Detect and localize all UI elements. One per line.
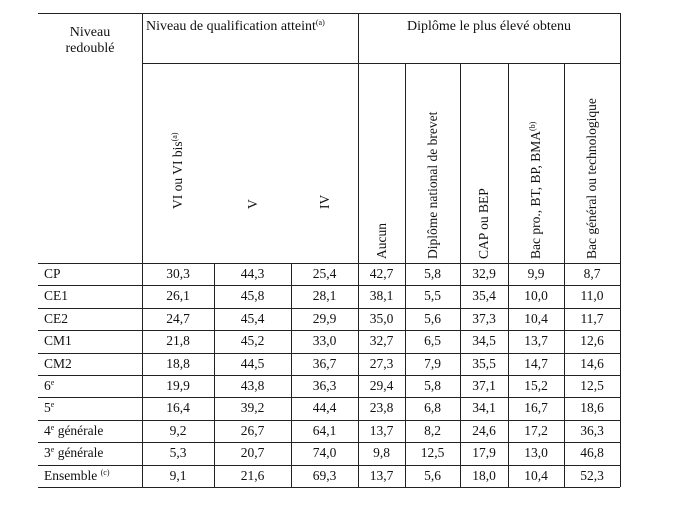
row-label-suffix: générale [54, 445, 104, 461]
table-cell [405, 423, 460, 439]
cell-value: 8,7 [583, 266, 601, 281]
group-label: Niveau de qualification atteint [146, 19, 316, 34]
cell-value: 35,4 [472, 288, 496, 304]
table-cell [358, 445, 405, 461]
qualification-group-header [146, 19, 325, 35]
row-label [44, 468, 110, 484]
table-cell [508, 423, 564, 439]
row-label [44, 378, 54, 394]
table-rule [38, 263, 620, 264]
table-cell [291, 311, 358, 327]
cell-value: 18,0 [472, 467, 496, 483]
table-cell [460, 266, 508, 282]
row-label [44, 356, 72, 372]
cell-value: 5,6 [424, 467, 441, 483]
cell-value: 13,7 [369, 422, 394, 438]
table-cell [142, 266, 214, 282]
column-label: Bac général ou technologique [584, 98, 599, 259]
table-cell [214, 288, 291, 304]
column-label: VI ou VI bis [170, 141, 185, 209]
table-cell [460, 468, 508, 484]
table-cell [291, 423, 358, 439]
cell-value: 6,8 [424, 400, 441, 416]
row-label-text: 4 [44, 422, 51, 438]
cell-value: 29,4 [369, 378, 394, 393]
row-label [44, 333, 72, 349]
table-rule [142, 63, 620, 64]
table-cell [405, 445, 460, 461]
table-cell [564, 423, 620, 439]
table-cell [214, 445, 291, 461]
table-cell [291, 333, 358, 349]
table-rule [38, 465, 620, 466]
table-cell [142, 333, 214, 349]
column-header [528, 122, 544, 259]
cell-value: 25,4 [312, 266, 337, 281]
table-cell [358, 378, 405, 394]
cell-value: 13,7 [369, 467, 394, 483]
table-rule [38, 353, 620, 354]
table-cell [214, 400, 291, 416]
table-cell [142, 445, 214, 461]
cell-value: 17,2 [524, 422, 548, 438]
niveau-redouble-header [38, 25, 142, 57]
cell-value: 5,6 [424, 310, 441, 326]
table-cell [508, 378, 564, 394]
header-line: Niveau [69, 25, 111, 40]
row-label-superscript: e [50, 422, 55, 432]
table-cell [142, 468, 214, 484]
column-label: IV [316, 194, 332, 209]
column-label: Diplôme national de brevet [424, 111, 440, 259]
cell-value: 7,9 [424, 355, 441, 371]
cell-value: 14,7 [524, 355, 548, 371]
column-header [584, 98, 600, 259]
table-cell [460, 378, 508, 394]
table-cell [291, 445, 358, 461]
table-cell [291, 400, 358, 416]
table-cell [214, 423, 291, 439]
cell-value: 11,7 [580, 310, 604, 326]
table-cell [460, 423, 508, 439]
cell-value: 29,9 [312, 310, 337, 326]
row-label-text: CE2 [44, 310, 69, 326]
cell-value: 20,7 [240, 445, 265, 461]
row-label-text: 3 [44, 445, 51, 461]
table-rule [38, 487, 620, 488]
cell-value: 18,6 [580, 400, 604, 416]
row-label-text: CE1 [44, 288, 69, 304]
row-label-text: Ensemble [44, 467, 101, 483]
table-cell [564, 400, 620, 416]
table-cell [564, 266, 620, 282]
cell-value: 6,5 [424, 333, 441, 349]
row-label [44, 445, 103, 461]
cell-value: 36,3 [580, 422, 604, 438]
row-label [44, 311, 68, 327]
table-cell [508, 266, 564, 282]
cell-value: 12,6 [580, 333, 604, 349]
table-rule [38, 420, 620, 421]
table-cell [142, 400, 214, 416]
column-header [317, 195, 333, 209]
header-line: redoublé [65, 41, 115, 56]
cell-value: 9,1 [169, 467, 187, 483]
cell-value: 36,7 [312, 355, 337, 371]
footnote-mark: (b) [528, 121, 537, 131]
footnote-mark: (a) [170, 132, 179, 142]
table-rule [38, 442, 620, 443]
table-cell [564, 445, 620, 461]
cell-value: 38,1 [369, 288, 394, 304]
table-cell [291, 288, 358, 304]
table-cell [460, 356, 508, 372]
table-cell [214, 311, 291, 327]
cell-value: 37,1 [472, 378, 496, 393]
cell-value: 39,2 [240, 400, 265, 416]
table-cell [460, 288, 508, 304]
cell-value: 24,6 [472, 422, 496, 438]
column-label: V [244, 199, 260, 209]
cell-value: 52,3 [580, 467, 604, 483]
table-cell [405, 468, 460, 484]
cell-value: 21,8 [166, 333, 190, 349]
table-rule [38, 13, 620, 14]
cell-value: 34,1 [472, 400, 496, 416]
table-cell [405, 400, 460, 416]
cell-value: 12,5 [580, 378, 604, 393]
cell-value: 13,0 [524, 445, 548, 461]
cell-value: 45,8 [240, 288, 265, 304]
cell-value: 34,5 [472, 333, 496, 349]
table-cell [142, 311, 214, 327]
cell-value: 74,0 [312, 445, 337, 461]
table-cell [214, 266, 291, 282]
table-cell [405, 333, 460, 349]
cell-value: 19,9 [166, 378, 190, 393]
column-label: CAP ou BEP [476, 188, 491, 259]
table-cell [405, 266, 460, 282]
cell-value: 16,7 [524, 400, 548, 416]
table-cell [508, 356, 564, 372]
table-rule [38, 397, 620, 398]
cell-value: 24,7 [166, 310, 190, 326]
column-label: Aucun [373, 223, 389, 259]
cell-value: 10,0 [524, 288, 548, 304]
table-cell [460, 333, 508, 349]
table-cell [358, 356, 405, 372]
cell-value: 9,9 [527, 266, 545, 281]
cell-value: 35,5 [472, 355, 496, 371]
cell-value: 32,7 [369, 333, 394, 349]
cell-value: 26,1 [166, 288, 190, 304]
table-cell [214, 378, 291, 394]
table-cell [564, 333, 620, 349]
row-label-text: CP [44, 266, 61, 281]
cell-value: 30,3 [166, 266, 190, 281]
table-cell [508, 311, 564, 327]
table-cell [358, 266, 405, 282]
table-cell [460, 400, 508, 416]
cell-value: 44,3 [240, 266, 265, 281]
table-cell [142, 288, 214, 304]
cell-value: 46,8 [580, 445, 604, 461]
table-cell [214, 333, 291, 349]
row-label-text: CM2 [44, 355, 72, 371]
table-cell [142, 378, 214, 394]
cell-value: 15,2 [524, 378, 548, 393]
cell-value: 8,2 [424, 422, 441, 438]
table-cell [508, 445, 564, 461]
row-label-superscript: (c) [100, 467, 110, 477]
table-cell [564, 288, 620, 304]
column-header [245, 199, 261, 209]
cell-value: 5,3 [169, 445, 187, 461]
cell-value: 32,9 [472, 266, 496, 281]
column-label: Bac pro., BT, BP, BMA [528, 130, 543, 259]
cell-value: 9,2 [169, 422, 187, 438]
table-cell [508, 288, 564, 304]
table-cell [291, 468, 358, 484]
cell-value: 18,8 [166, 355, 190, 371]
column-header [374, 223, 390, 259]
cell-value: 5,8 [424, 378, 441, 393]
table-cell [508, 400, 564, 416]
table-cell [291, 356, 358, 372]
table-cell [405, 356, 460, 372]
row-label [44, 288, 68, 304]
cell-value: 33,0 [312, 333, 337, 349]
cell-value: 27,3 [369, 355, 394, 371]
cell-value: 21,6 [240, 467, 265, 483]
statistics-table [38, 13, 620, 488]
cell-value: 36,3 [312, 378, 337, 393]
table-rule [38, 330, 620, 331]
table-cell [214, 468, 291, 484]
footnote-mark: (a) [315, 18, 325, 27]
row-label-superscript: e [50, 400, 55, 410]
table-cell [358, 311, 405, 327]
table-cell [358, 333, 405, 349]
table-cell [564, 311, 620, 327]
column-rule [620, 13, 621, 487]
table-rule [38, 285, 620, 286]
table-cell [358, 423, 405, 439]
cell-value: 17,9 [472, 445, 496, 461]
cell-value: 13,7 [524, 333, 548, 349]
table-cell [508, 468, 564, 484]
cell-value: 44,5 [240, 355, 265, 371]
cell-value: 37,3 [472, 310, 496, 326]
cell-value: 69,3 [312, 467, 337, 483]
table-cell [508, 333, 564, 349]
cell-value: 5,8 [424, 266, 441, 281]
table-cell [358, 288, 405, 304]
row-label-superscript: e [50, 445, 55, 455]
cell-value: 16,4 [166, 400, 190, 416]
row-label-text: CM1 [44, 333, 72, 349]
cell-value: 5,5 [424, 288, 441, 304]
table-cell [142, 423, 214, 439]
cell-value: 35,0 [369, 310, 394, 326]
table-cell [564, 356, 620, 372]
table-cell [564, 468, 620, 484]
table-cell [291, 266, 358, 282]
cell-value: 10,4 [524, 467, 548, 483]
row-label-superscript: e [50, 378, 55, 387]
table-cell [405, 311, 460, 327]
cell-value: 43,8 [240, 378, 265, 393]
diplome-group-header [358, 19, 620, 35]
row-label [44, 423, 103, 439]
table-cell [358, 400, 405, 416]
group-label: Diplôme le plus élevé obtenu [406, 19, 572, 34]
table-cell [460, 311, 508, 327]
table-cell [405, 288, 460, 304]
cell-value: 12,5 [420, 445, 445, 461]
row-label-suffix: générale [54, 422, 104, 438]
cell-value: 45,4 [240, 310, 265, 326]
row-label-text: 5 [44, 400, 51, 416]
cell-value: 64,1 [312, 422, 337, 438]
cell-value: 23,8 [369, 400, 394, 416]
table-cell [142, 356, 214, 372]
cell-value: 44,4 [312, 400, 337, 416]
cell-value: 14,6 [580, 355, 604, 371]
row-label-text: 6 [44, 378, 51, 393]
cell-value: 10,4 [524, 310, 548, 326]
table-cell [460, 445, 508, 461]
table-cell [358, 468, 405, 484]
table-cell [291, 378, 358, 394]
table-rule [38, 308, 620, 309]
table-cell [405, 378, 460, 394]
table-rule [38, 375, 620, 376]
cell-value: 45,2 [240, 333, 265, 349]
cell-value: 11,0 [580, 288, 604, 304]
row-label [44, 400, 54, 416]
column-header [170, 132, 186, 209]
cell-value: 42,7 [369, 266, 394, 281]
table-cell [214, 356, 291, 372]
cell-value: 9,8 [373, 445, 390, 461]
column-header [425, 112, 441, 259]
row-label [44, 266, 61, 282]
table-cell [564, 378, 620, 394]
cell-value: 26,7 [240, 422, 265, 438]
column-header [476, 188, 492, 259]
cell-value: 28,1 [312, 288, 337, 304]
